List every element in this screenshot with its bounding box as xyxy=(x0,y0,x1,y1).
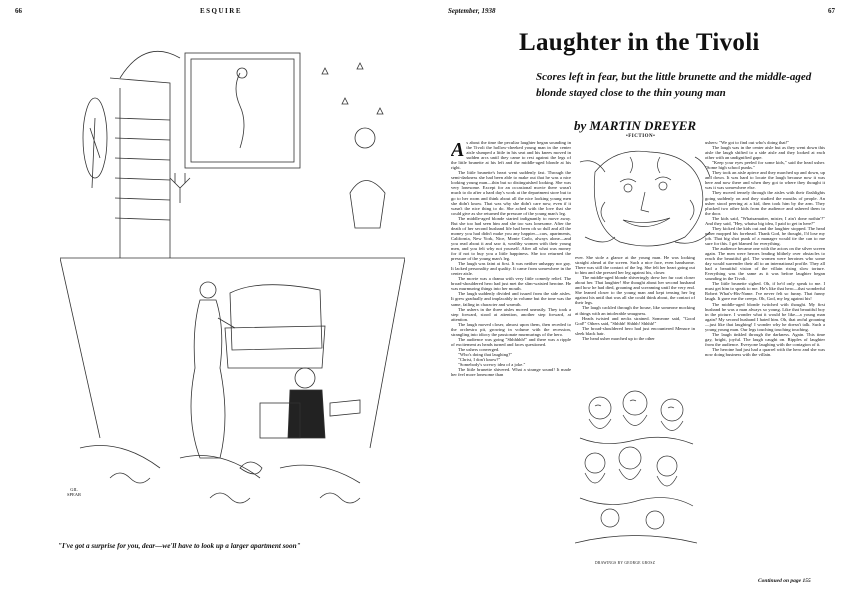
paragraph: ushers: "We got to find out who's doing that!" xyxy=(705,140,790,145)
article-column-1 xyxy=(451,140,571,562)
illustration-credit: DRAWINGS BY GEORGE GROSZ xyxy=(595,561,656,565)
cartoon-caption: "I've got a surprise for you, dear—we'll have to look up a larger apartment soon" xyxy=(58,542,301,550)
paragraph: The kids said, "Whatsamatter, mister, I ain't done nothin'?" And they said, "Hey, whatsa big idea, I paid to get in here?" xyxy=(705,215,825,226)
left-page-number: 66 xyxy=(15,7,22,15)
paragraph: The middle-aged blonde started indignantly to move away. But she too had seen him and she too was lonesome. After the death of her second husband life had been oh so dull and all the money you had didn't make you any happier—cars, apartments, California, New York, Nice, Monte Carlo, always alone—and you read about it and saw it, wealthy women with their young men, and you felt why not yourself. After all what was money for if not to buy you a little happiness. She too returned the pressure of the young man's leg. xyxy=(451,215,571,262)
magazine-name: ESQUIRE xyxy=(200,7,243,15)
paragraph: The little brunette's heart went suddenly fast. Through the semi-darkness she had been able to make out that he was a nice looking young man—thin but so distinguished looking. She was very lonesome. Except for an occasional movie there wasn't much to do after a hard day's work at the department store but to go to her room and think about all the nice looking young men she didn't know. That was why she didn't care now, even if it wasn't the nice thing to do. She ached with the love that she could give as she returned the pressure of the young man's leg. xyxy=(451,170,571,216)
paragraph: The movie was a drama with very little comedy relief. The broad-shouldered hero had just met the slim-waisted heroine. He was murmuring things into her mouth. xyxy=(451,276,571,292)
paragraph: The middle-aged blonde twitched with thought. My first husband he was a man always so young. Like that beautiful boy in the picture. I wonder what it would be like—a young man again? My second husband I hated him. Oh, that awful groaning—just like that laughing! I wonder why he doesn't talk. Such a young young man. Our legs touching touching touching. xyxy=(705,301,825,332)
paragraph: Heads twisted and necks strained. Someone said, "Good God!" Others said, "Shhhh! Shhhh! Shhhh!" xyxy=(575,315,695,326)
face-illustration xyxy=(575,142,715,254)
drop-cap: A xyxy=(451,140,465,161)
article-title: Laughter in the Tivoli xyxy=(519,29,760,56)
paragraph: The laugh was faint at first. It was neither unhappy nor gay. It lacked personality and quality. It came from somewhere in the center aisle. xyxy=(451,261,571,277)
right-page-number: 67 xyxy=(828,7,835,15)
paragraph: The head usher marched up to the other xyxy=(582,335,655,341)
paragraph: The audience became one with the actors on the silver screen again. The men were heroes leading blithely over obstacles to reach the beautiful girl. The women were heroines who some day would surrender their all to an international profile. They all had a beautiful vision of the villain rising slow torture. Everything was the same as it was before laughter began sounding in the Tivoli. xyxy=(705,245,825,282)
paragraph: They kicked the kids out and the laughter stopped. The head usher mopped his forehead. Thank God, he thought, I'd lose my job. That big shot punk of a manager would tie the can to me sure for this. I get blamed for everything. xyxy=(705,225,825,246)
issue-date: September, 1938 xyxy=(448,7,496,15)
audience-illustration xyxy=(575,378,697,554)
paragraph: They moved tensely through the aisles with their flashlights going suddenly on and they studied the mouths of people. An usher stood peering at a kid, then took him by the arm. They plucked two other kids from the audience and ushered them to the door. xyxy=(705,190,825,216)
paragraph: The middle-aged blonde shiveringly drew her fur coat closer about her. That laughter! She thought about her second husband and how he had died, groaning and screaming until the very end. She leaned closer to the young man and kept tensing her leg against his until that was all she could think about, the contact of their legs. xyxy=(575,275,695,306)
paragraph: They took an aisle apiece and they marched up and down, up and down. It was hard to locate the laugh because now it was here and now there and when they got to where they thought it was it was somewhere else. xyxy=(705,170,825,191)
cartoonist-signature: GIL SPEAR xyxy=(66,487,81,497)
paragraph: The laugh moved closer, almost upon them, then receded to the orchestra pit, growing in volume with the recession, strangling into idiocy the passionate murmurings of the hero. xyxy=(451,321,571,337)
paragraph: The laugh was in the center aisle but as they went down this aisle the laugh shifted to a side aisle and they looked at each other with an undignified gape. xyxy=(705,145,825,161)
continued-note: Continued on page 155 xyxy=(758,578,811,584)
paragraph: "Somebody's screwy idea of a joke." xyxy=(458,362,526,368)
paragraph: The broad-shouldered hero had just encountered Menace in sleek black hair. xyxy=(575,325,695,336)
paragraph: The laugh cackled through the house, like someone mocking at things with an intolerable smugness. xyxy=(575,305,695,316)
article-byline: by MARTIN DREYER xyxy=(574,118,697,133)
paragraph: "Christ, I don't know?" xyxy=(458,357,501,363)
paragraph: The ushers converged. xyxy=(458,346,500,352)
paragraph: The little brunette shivered. What a strange sound! It made her feel more lonesome than xyxy=(451,367,571,378)
paragraph: The heroine had just had a quarrel with the hero and she was now doing business with the villain. xyxy=(705,346,825,357)
paragraph: "Who's doing that laughing?" xyxy=(458,351,513,357)
article-column-3 xyxy=(705,140,825,570)
paragraph: The little brunette sighed. Oh, if he'd only speak to me. I must get him to speak to me. He's like that hero—that wonderful Robert What's-His-Name. I've never felt so funny. That funny laugh. It gave me the creeps. Oh, God, my leg against his! xyxy=(705,281,825,302)
paragraph: s about the time the peculiar laughter began sounding in the Tivoli the hollow-cheeked young man in the center aisle slumped a little in his seat and his knees moved in sudden arcs until they came to rest against the legs of the little brunette at his left and the middle-aged blonde at his right. xyxy=(451,140,571,171)
paragraph: The audience was going "Shhhhhh!" and there was a ripple of excitement as heads turned and faces questioned. xyxy=(451,336,571,347)
paragraph: The laugh tinkled through the darkness. Again. This time gay, bright, joyful. The laugh caught on. Ripples of laughter from the audience. Everyone laughing with the contagion of it. xyxy=(705,331,825,347)
paragraph: The ushers in the three aisles moved uneasily. They took a step forward, stood at attention, another step forward, at attention. xyxy=(451,306,571,322)
paragraph: ever. She stole a glance at the young man. He was looking straight ahead at the screen. Such a nice face, even handsome. There was still the contact of the leg. She felt her heart going out to him and she pressed her leg against his, closer. xyxy=(575,255,695,276)
paragraph: "Keep your eyes peeled for some kids," said the head usher. "Some high school punks." xyxy=(705,160,825,171)
paragraph: The laugh suddenly divided and issued from the side aisles. It grew gradually and implacably in volume but the tone was the same, failing in character and warmth. xyxy=(451,291,571,307)
article-deck: Scores left in fear, but the little brunette and the middle-aged blonde stayed close to the thin young man xyxy=(536,71,812,99)
cartoon-illustration xyxy=(60,28,405,518)
section-label: •FICTION• xyxy=(626,134,656,139)
article-column-2 xyxy=(575,255,695,375)
